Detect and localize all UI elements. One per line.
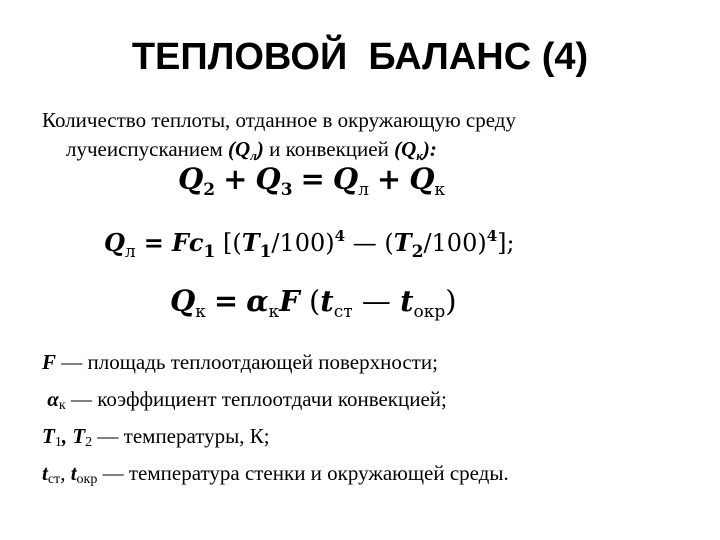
definitions-list <box>42 344 702 492</box>
intro-text-radiation: лучеиспусканием <box>66 137 229 161</box>
definition-alpha: $\alpha_к$ — коэффициент теплоотдачи конвекцией; <box>47 387 447 413</box>
definition-wall-ambient: $t_{ст}$, $t_{окр}$ — температура стенки и окружающей среды. <box>42 461 509 487</box>
equation-radiation: $Q_л = Fc_1$ [$(T_1/100)^4$ — $(T_2/100)^4$]; <box>104 227 515 262</box>
equation-heat-balance: $Q_2 + Q_3 = Q_л + Q_к$ <box>178 162 446 200</box>
equation-convection: $Q_к = \alpha_кF$ ($t_{ст}$ — $t_{окр}$) <box>170 284 457 322</box>
intro-q-radiation: $(Q_л)$ <box>228 137 264 163</box>
definition-area: F — площадь теплоотдающей поверхности; <box>42 350 438 374</box>
page-title: ТЕПЛОВОЙ БАЛАНС (4) <box>131 36 589 78</box>
intro-line-1: Количество теплоты, отданное в окружающую среду <box>42 108 516 132</box>
definition-temperatures: $T_1$, $T_2$ — температуры, К; <box>42 424 270 450</box>
intro-paragraph <box>42 106 692 164</box>
intro-line-2 <box>42 135 692 164</box>
intro-q-convection: $(Q_к)$: <box>394 137 437 163</box>
intro-text-convection: и конвекцией <box>263 137 395 161</box>
